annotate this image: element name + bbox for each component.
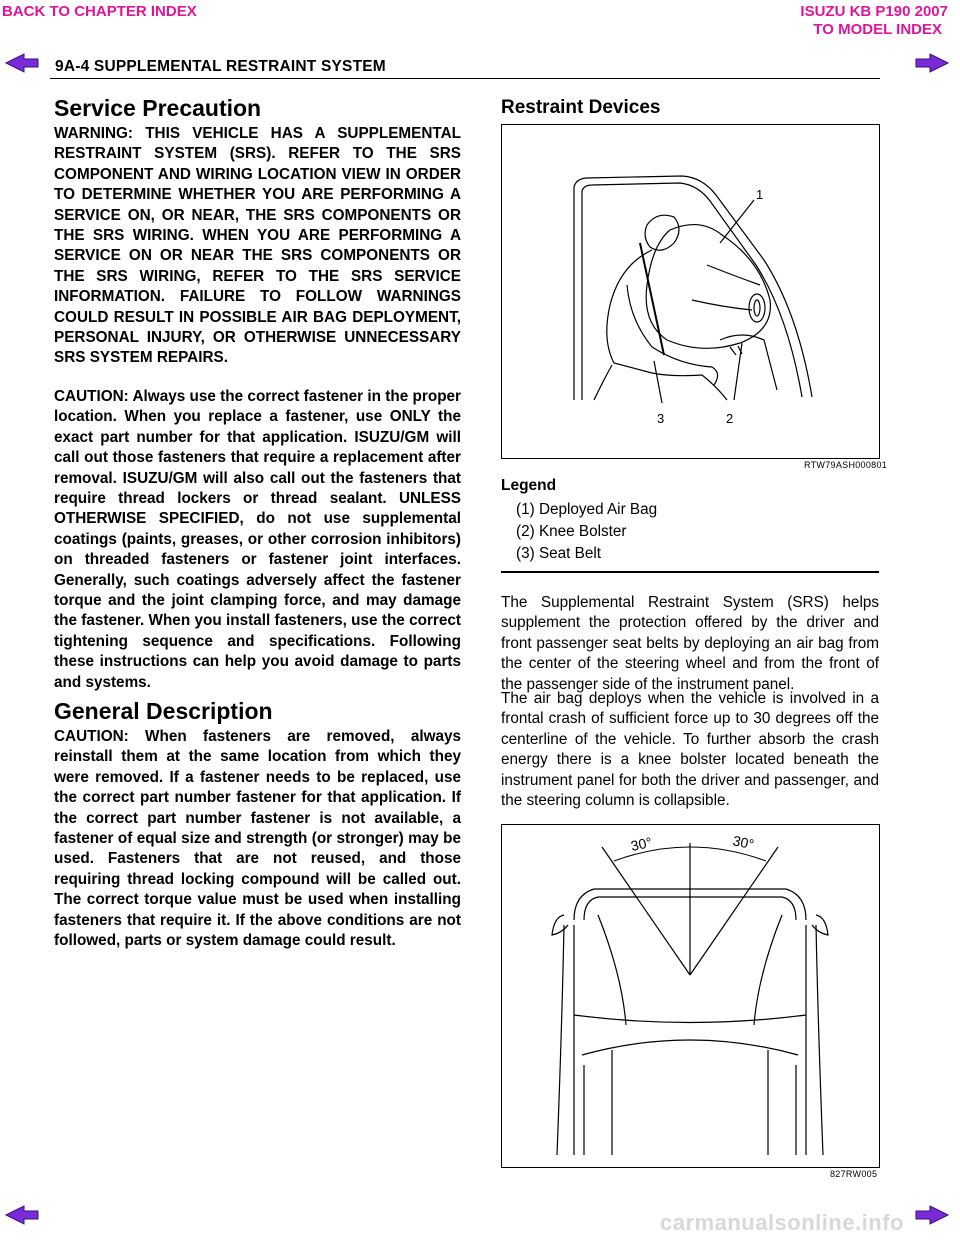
caution-reinstall-paragraph: CAUTION: When fasteners are removed, always reinstall them at the same location from which they were removed. If a fastener needs to be replaced, use the correct part number fastener for that application. If the correct part number fastener is not available, a fastener of equal size and strength (or stronger) may be used. Fasteners that are not reused, and those requiring thread locking compound will be called out. The correct torque value must be used when installing fasteners that require it. If the above conditions are not followed, parts or system damage could result.	[54, 728, 461, 950]
previous-page-bottom-arrow-icon[interactable]	[4, 1205, 40, 1225]
angle-left-label: 30°	[629, 833, 654, 854]
legend-item-3: (3) Seat Belt	[516, 545, 602, 562]
page-header-title: 9A-4 SUPPLEMENTAL RESTRAINT SYSTEM	[55, 58, 386, 75]
general-description-heading: General Description	[54, 698, 273, 724]
legend-item-2: (2) Knee Bolster	[516, 523, 627, 540]
callout-2: 2	[726, 411, 734, 426]
airbag-deployment-figure	[501, 124, 880, 459]
frontal-crash-angle-figure	[501, 824, 880, 1168]
caution-fastener-paragraph: CAUTION: Always use the correct fastener in the proper location. When you replace a fastener, use ONLY the exact part number for that application. ISUZU/GM will call out those fasteners that require a replacement after removal. ISUZU/GM will also call out the fasteners that require thread lockers or thread sealant. UNLESS OTHERWISE SPECIFIED, do not use supplemental coatings (paints, greases, or other corrosion inhibitors) on threaded fasteners or fastener joint interfaces. Generally, such coatings adversely affect the fastener torque and the joint clamping force, and may damage the fastener. When you install fasteners, use the correct tightening sequence and specifications. Following these instructions can help you avoid damage to parts and systems.	[54, 388, 461, 691]
next-page-arrow-icon[interactable]	[914, 53, 950, 73]
callout-3: 3	[657, 411, 665, 426]
header-rule	[50, 78, 880, 79]
legend-item-1: (1) Deployed Air Bag	[516, 501, 658, 518]
model-title: ISUZU KB P190 2007	[800, 3, 948, 20]
legend-divider	[501, 571, 879, 573]
vehicle-top-view-illustration	[502, 825, 879, 1167]
service-precaution-heading: Service Precaution	[54, 95, 262, 121]
legend-title: Legend	[501, 477, 557, 494]
restraint-devices-heading: Restraint Devices	[501, 97, 661, 118]
airbag-deploy-paragraph: The air bag deploys when the vehicle is involved in a frontal crash of sufficient force up to 30 degrees off the centerline of the vehicle. To further absorb the crash energy there is a knee bolster located beneath the instrument panel for both the driver and passenger, and the steering column is collapsible.	[501, 690, 879, 810]
to-model-index-link[interactable]: TO MODEL INDEX	[813, 21, 942, 38]
airbag-deployment-illustration	[502, 125, 879, 458]
previous-page-arrow-icon[interactable]	[4, 53, 40, 73]
figure1-code: RTW79ASH000801	[804, 460, 888, 470]
angle-right-label: 30°	[731, 832, 756, 853]
warning-paragraph: WARNING: THIS VEHICLE HAS A SUPPLEMENTAL RESTRAINT SYSTEM (SRS). REFER TO THE SRS COMPONENT AND WIRING LOCATION VIEW IN ORDER TO DETERMINE WHETHER YOU ARE PERFORMING A SERVICE ON, OR NEAR, THE SRS COMPONENTS OR THE SRS WIRING. WHEN YOU ARE PERFORMING A SERVICE ON OR NEAR THE SRS COMPONENTS OR THE SRS WIRING, REFER TO THE SRS SERVICE INFORMATION. FAILURE TO FOLLOW WARNINGS COULD RESULT IN POSSIBLE AIR BAG DEPLOYMENT, PERSONAL INJURY, OR OTHERWISE UNNECESSARY SRS SYSTEM REPAIRS.	[54, 125, 461, 367]
back-to-chapter-index-link[interactable]: BACK TO CHAPTER INDEX	[2, 3, 197, 20]
srs-description-paragraph: The Supplemental Restraint System (SRS) helps supplement the protection offered by the driver and front passenger seat belts by deploying an air bag from the center of the steering wheel and from the front of the passenger side of the instrument panel.	[501, 594, 879, 693]
figure2-code: 827RW005	[830, 1169, 878, 1179]
callout-1: 1	[756, 187, 764, 202]
site-watermark: carmanualsonline.info	[660, 1210, 904, 1235]
next-page-bottom-arrow-icon[interactable]	[914, 1205, 950, 1225]
